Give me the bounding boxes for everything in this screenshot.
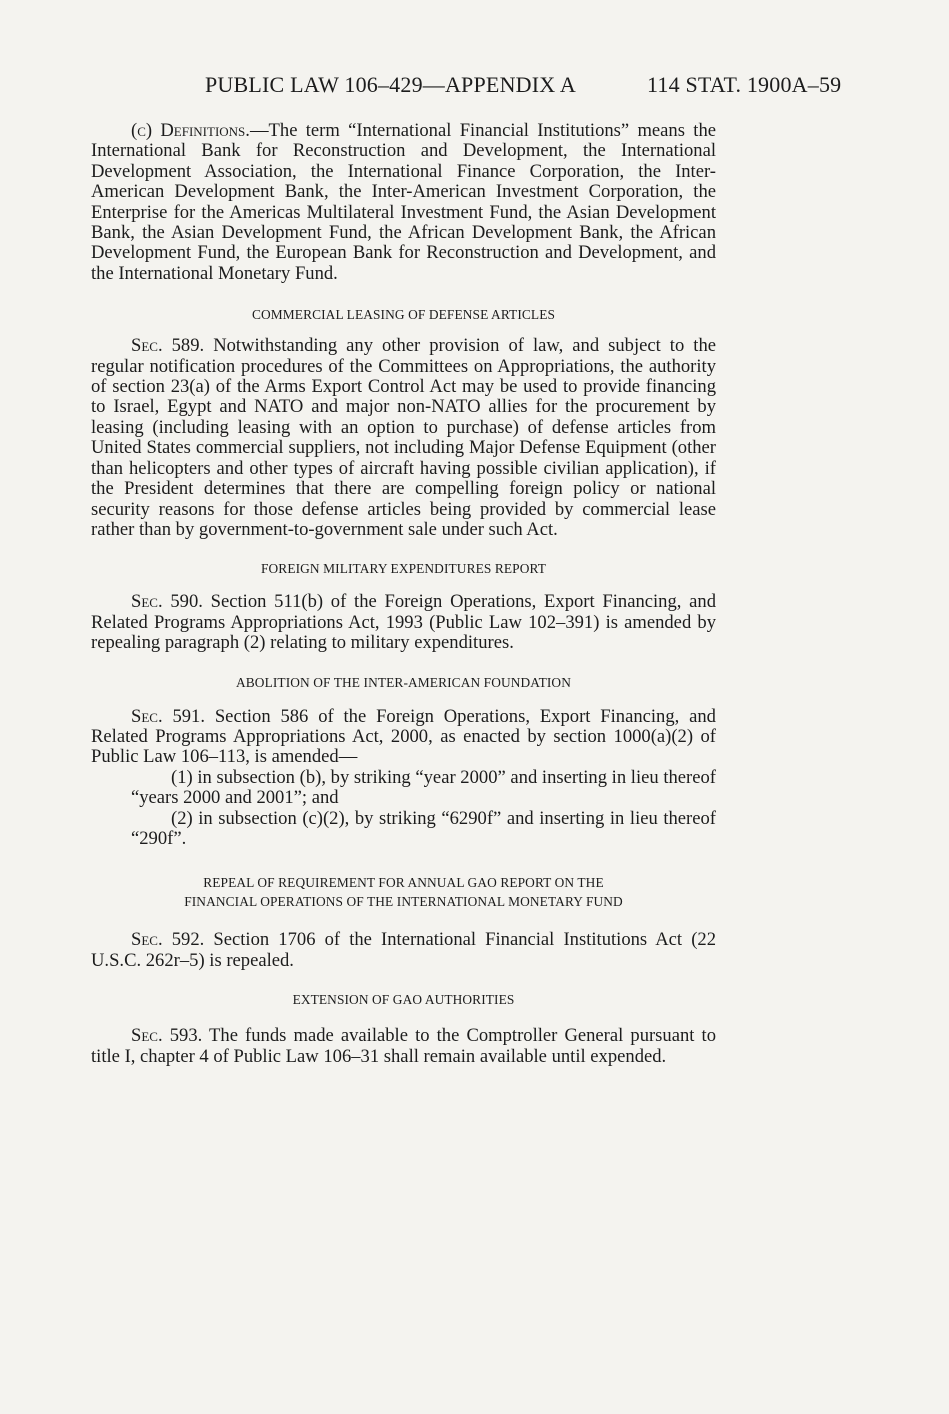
definitions-paragraph xyxy=(91,121,716,284)
section-593 xyxy=(91,1026,716,1067)
section-heading-589: COMMERCIAL LEASING OF DEFENSE ARTICLES xyxy=(251,307,556,323)
section-591-paragraph-1 xyxy=(91,768,716,809)
section-590 xyxy=(91,592,716,653)
section-label: Sec. xyxy=(131,335,163,357)
section-heading-590: FOREIGN MILITARY EXPENDITURES REPORT xyxy=(260,561,547,577)
section-heading-line: FINANCIAL OPERATIONS OF THE INTERNATIONAL MONETARY FUND xyxy=(184,894,623,910)
section-text: Section 511(b) of the Foreign Operations, Export Financing, and Related Programs Appropriations Act, 1993 (Public Law 102–391) is amended by repealing paragraph (2) relating to military expenditures. xyxy=(91,591,716,654)
section-text: Section 586 of the Foreign Operations, Export Financing, and Related Programs Appropriations Act, 2000, as enacted by section 1000(a)(2) of Public Law 106–113, is amended— xyxy=(91,705,716,768)
section-text: The funds made available to the Comptroller General pursuant to title I, chapter 4 of Public Law 106–31 shall remain available until expended. xyxy=(91,1025,716,1067)
section-heading-592 xyxy=(91,873,716,911)
section-label: Sec. xyxy=(131,929,163,951)
section-text: Section 1706 of the International Financial Institutions Act (22 U.S.C. 262r–5) is repealed. xyxy=(91,929,716,971)
section-heading-line: REPEAL OF REQUIREMENT FOR ANNUAL GAO REPORT ON THE xyxy=(203,875,604,891)
section-label: Sec. xyxy=(131,705,163,727)
running-head xyxy=(205,72,865,98)
section-heading-593: EXTENSION OF GAO AUTHORITIES xyxy=(292,992,515,1008)
document-body xyxy=(91,121,716,1067)
section-text: Notwithstanding any other provision of law, and subject to the regular notification procedures of the Committees on Appropriations, the authority of section 23(a) of the Arms Export Control Act may be used to provide financing to Israel, Egypt and NATO and major non-NATO allies for the procurement by leasing (including leasing with an option to purchase) of defense articles from United States commercial suppliers, not including Major Defense Equipment (other than helicopters and other types of aircraft having possible civilian application), if the President determines that there are compelling foreign policy or national security reasons for those defense articles being provided by commercial lease rather than by government-to-government sale under such Act. xyxy=(91,335,716,540)
paragraph-text: (2) in subsection (c)(2), by striking “6290f” and inserting in lieu thereof “290f”. xyxy=(131,807,716,849)
section-label: Sec. xyxy=(131,1025,163,1047)
definitions-text: —The term “International Financial Institutions” means the International Bank for Reconstruction and Development, the International Development Association, the International Finance Corporation, the Inter-American Development Bank, the Inter-American Investment Corporation, the Enterprise for the Americas Multilateral Investment Fund, the Asian Development Bank, the Asian Development Fund, the African Development Bank, the African Development Fund, the European Bank for Reconstruction and Development, and the International Monetary Fund. xyxy=(91,120,716,284)
paragraph-text: (1) in subsection (b), by striking “year 2000” and inserting in lieu thereof “years 2000 and 2001”; and xyxy=(131,766,716,809)
section-number: 592. xyxy=(171,929,205,951)
section-heading-591: ABOLITION OF THE INTER-AMERICAN FOUNDATION xyxy=(236,674,571,690)
section-number: 591. xyxy=(172,705,205,727)
section-589 xyxy=(91,336,716,540)
section-label: Sec. xyxy=(131,591,163,613)
section-number: 590. xyxy=(170,591,203,613)
statute-page-citation: 114 STAT. 1900A–59 xyxy=(647,72,842,97)
section-591 xyxy=(91,707,716,768)
section-number: 589. xyxy=(171,335,205,357)
definitions-label: (c) Definitions. xyxy=(131,120,250,141)
running-head-title: PUBLIC LAW 106–429—APPENDIX A xyxy=(205,72,576,97)
section-591-paragraph-2 xyxy=(91,809,716,850)
section-number: 593. xyxy=(169,1025,203,1047)
section-592 xyxy=(91,930,716,971)
